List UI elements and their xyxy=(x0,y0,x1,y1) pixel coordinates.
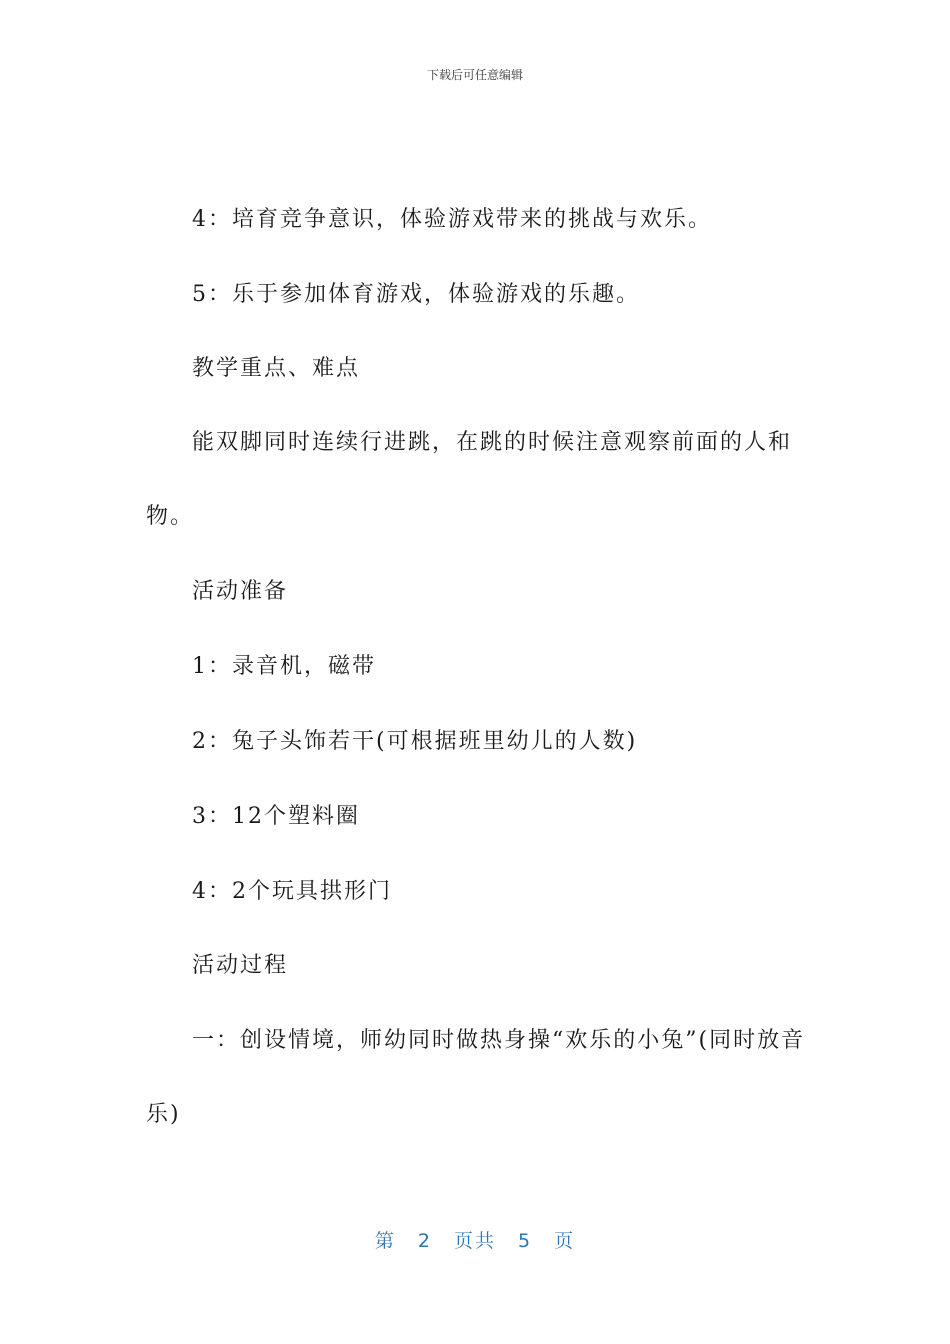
footer-suffix: 页 xyxy=(554,1230,576,1252)
paragraph-text: 活动过程 xyxy=(192,953,289,978)
footer-prefix: 第 xyxy=(374,1230,396,1252)
paragraph-text: 活动准备 xyxy=(192,579,289,604)
paragraph-text: 5：乐于参加体育游戏，体验游戏的乐趣。 xyxy=(192,282,640,307)
section-heading-process xyxy=(146,929,806,1003)
paragraph-text: 4：2个玩具拱形门 xyxy=(192,879,392,904)
footer-page-number: 2 xyxy=(417,1230,432,1252)
list-item-prep-3 xyxy=(146,780,806,854)
paragraph-process-1 xyxy=(146,1004,806,1152)
paragraph-text: 3：12个塑料圈 xyxy=(192,804,360,829)
paragraph-goal-5 xyxy=(146,258,806,332)
section-heading-key-points xyxy=(146,332,806,406)
paragraph-text: 教学重点、难点 xyxy=(192,356,361,381)
paragraph-text: 2：兔子头饰若干(可根据班里幼儿的人数) xyxy=(192,729,638,754)
footer-middle: 页共 xyxy=(453,1230,496,1252)
list-item-prep-4 xyxy=(146,855,806,929)
page-header: 下载后可任意编辑 xyxy=(426,68,523,82)
page-footer xyxy=(0,1226,950,1253)
section-heading-preparation xyxy=(146,555,806,629)
list-item-prep-1 xyxy=(146,630,806,704)
paragraph-text: 能双脚同时连续行进跳，在跳的时候注意观察前面的人和物。 xyxy=(146,430,793,529)
paragraph-text: 1：录音机，磁带 xyxy=(192,654,376,679)
paragraph-text: 4：培育竞争意识，体验游戏带来的挑战与欢乐。 xyxy=(192,207,712,232)
footer-total-pages: 5 xyxy=(518,1230,533,1252)
paragraph-key-points xyxy=(146,406,806,554)
list-item-prep-2 xyxy=(146,705,806,779)
paragraph-text: 一：创设情境，师幼同时做热身操“欢乐的小兔”(同时放音乐) xyxy=(146,1028,806,1127)
paragraph-goal-4 xyxy=(146,183,806,257)
